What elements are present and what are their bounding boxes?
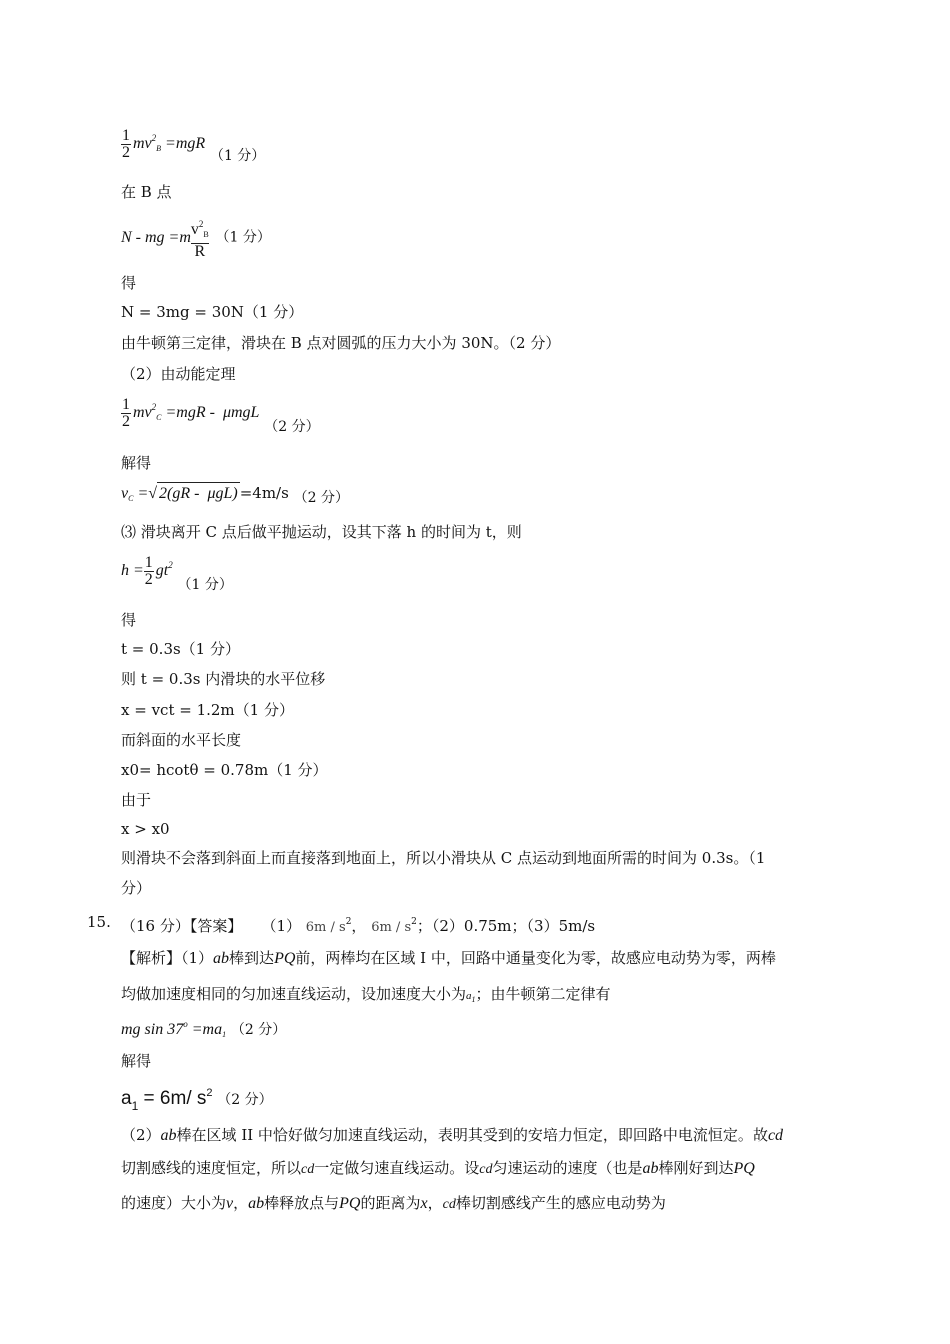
analysis-text: 一定做匀速直线运动。设	[314, 1159, 480, 1177]
points: （2 分）	[264, 419, 320, 435]
text-line: 得	[121, 274, 137, 292]
answer-part1: （1）	[261, 917, 301, 935]
answer-line: （16 分）【答案】 （1） $6m / s^2$， $6m / s^2$；（2）0.75m；（3）5m/s	[121, 917, 596, 935]
analysis-text: 【解析】（1）	[121, 949, 214, 967]
points: （1 分）	[215, 229, 271, 246]
analysis-text: ，	[233, 1194, 249, 1212]
points: （2 分）	[230, 1022, 287, 1038]
text-line: N = 3mg = 30N（1 分）	[121, 303, 304, 321]
text-line: x0= hcotθ = 0.78m（1 分）	[121, 761, 328, 779]
text-line: 由牛顿第三定律，滑块在 B 点对圆弧的压力大小为 30N。（2 分）	[121, 334, 561, 352]
eq-energy-b: $\frac{1}{2}$ $mv^2_B =mgR$ （1 分）	[122, 126, 266, 164]
text-line: 分）	[121, 879, 152, 897]
analysis-text: 棒刚好到达	[658, 1159, 734, 1177]
points: （2 分）	[217, 1092, 273, 1108]
eq-vc: $v_C$ =√ 2(gR - μgL) =4m/s （2 分）	[121, 484, 349, 506]
text-line: x = vct = 1.2m（1 分）	[121, 701, 294, 719]
analysis-text: 棒在区域 II 中恰好做匀加速直线运动，表明其受到的安培力恒定，即回路中电流恒定。故	[176, 1126, 768, 1144]
eq-newton-b: N - mg =m $\frac{v^2_B}{R}$ （1 分）	[121, 219, 271, 260]
eq-gravity: mg $\sin 37^o =ma_1$ （2 分）	[121, 1019, 287, 1039]
text-line: 在 B 点	[121, 183, 172, 201]
answer-rest: ；（2）0.75m；（3）5m/s	[416, 917, 596, 935]
analysis-text: ，	[427, 1194, 443, 1212]
text-line: 解得	[121, 1052, 152, 1070]
text-line: x > x0	[121, 820, 170, 838]
analysis-text: 匀速运动的速度（也是	[492, 1159, 643, 1177]
text-line: ⑶ 滑块离开 C 点后做平抛运动，设其下落 h 的时间为 t，则	[121, 523, 522, 541]
text-line: t = 0.3s（1 分）	[121, 640, 240, 658]
text-line: 得	[121, 611, 137, 629]
text-line: 则 t = 0.3s 内滑块的水平位移	[121, 670, 326, 688]
text-line: 则滑块不会落到斜面上而直接落到地面上，所以小滑块从 C 点运动到地面所需的时间为 0.3s。（1	[121, 849, 766, 867]
analysis-line: 的速度）大小为v，ab棒释放点与PQ的距离为x，cd棒切割感线产生的感应电动势为	[121, 1194, 666, 1212]
analysis-text: 切割感线的速度恒定，所以	[121, 1159, 302, 1177]
eq-accel: $a_1 = 6m/$ $s^2$ （2 分）	[121, 1087, 273, 1113]
analysis-text: 棒切割感线产生的感应电动势为	[455, 1194, 666, 1212]
eq-energy-c: $\frac{1}{2}$ $mv^2_C =mgR - \mu mgL$ （2 分）	[122, 395, 320, 435]
analysis-line: 均做加速度相同的匀加速直线运动，设加速度大小为$a_1$；由牛顿第二定律有	[121, 985, 611, 1004]
answer-head: （16 分）【答案】	[121, 917, 243, 935]
text-line: 由于	[121, 791, 152, 809]
analysis-text: 前，两棒均在区域 I 中，回路中通量变化为零，故感应电动势为零，两棒	[295, 949, 776, 967]
points: （1 分）	[209, 148, 266, 164]
question-number: 15.	[87, 913, 111, 931]
analysis-line: 切割感线的速度恒定，所以cd一定做匀速直线运动。设cd匀速运动的速度（也是ab棒刚好到达PQ	[121, 1159, 755, 1177]
text-line: 解得	[121, 454, 152, 472]
points: （1 分）	[177, 577, 233, 593]
analysis-line: 【解析】（1）ab棒到达PQ前，两棒均在区域 I 中，回路中通量变化为零，故感应电动势为零，两棒	[121, 949, 776, 967]
analysis-text: 棒到达	[229, 949, 275, 967]
analysis-text: 棒释放点与	[264, 1194, 340, 1212]
points: （2 分）	[293, 490, 349, 506]
analysis-text: 的距离为	[360, 1194, 421, 1212]
eq-fall: h = $\frac{1}{2}$ $gt^2$ （1 分）	[121, 553, 233, 593]
text-line: 而斜面的水平长度	[121, 731, 242, 749]
analysis-text: 的速度）大小为	[121, 1194, 227, 1212]
eq-result: =4m/s	[239, 484, 289, 502]
analysis-text: ；由牛顿第二定律有	[475, 985, 611, 1003]
text-line: （2）由动能定理	[121, 365, 236, 383]
answer-unit: 6m / s	[305, 920, 346, 935]
analysis-text: 均做加速度相同的匀加速直线运动，设加速度大小为	[121, 985, 467, 1003]
analysis-line: （2）ab棒在区域 II 中恰好做匀加速直线运动，表明其受到的安培力恒定，即回路中电流恒定。故cd	[121, 1126, 784, 1144]
analysis-text: （2）	[121, 1126, 161, 1144]
answer-unit: 6m / s	[371, 920, 412, 935]
